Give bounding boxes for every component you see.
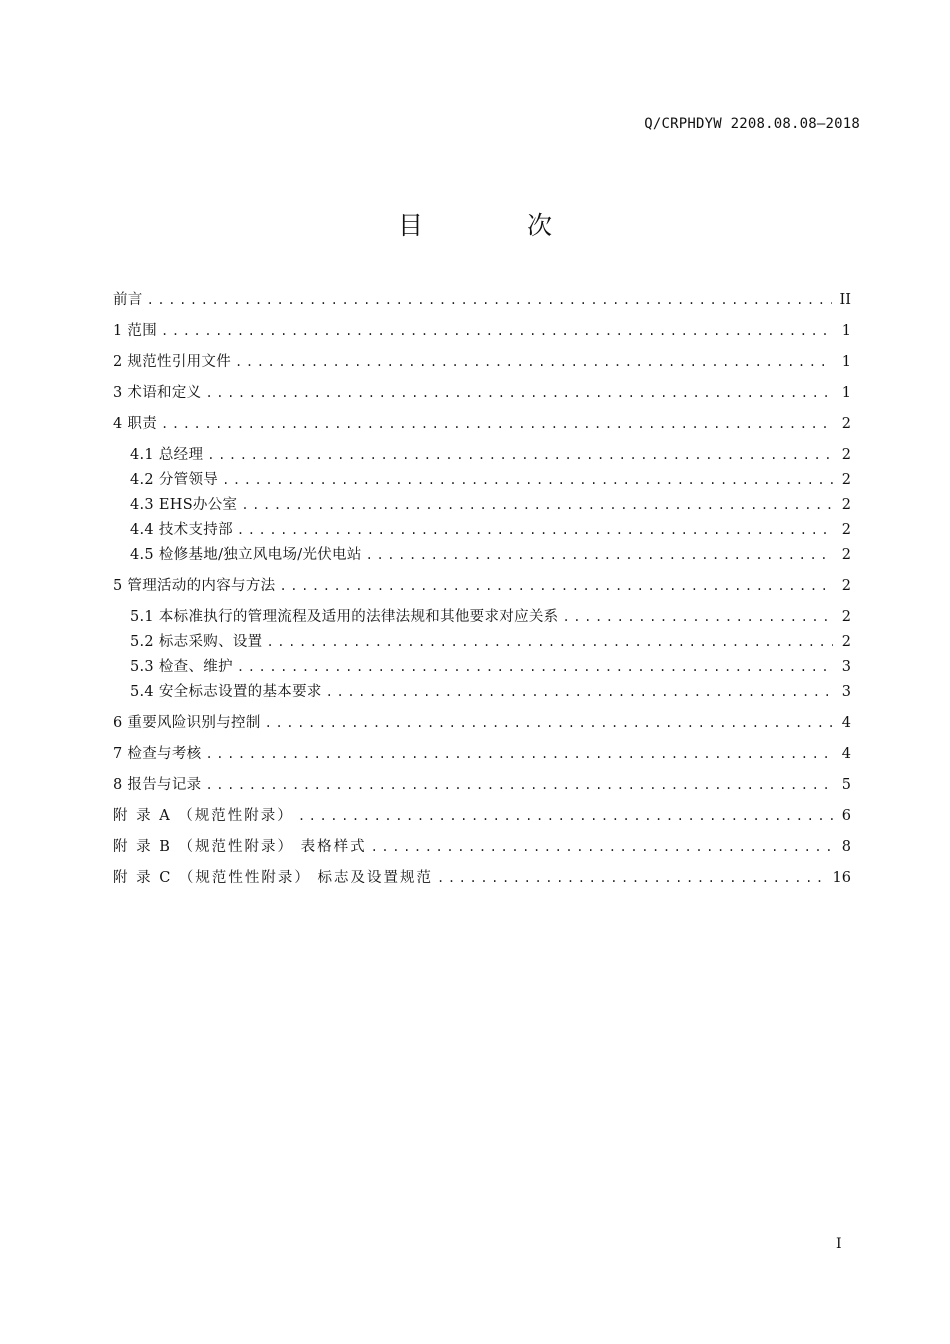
toc-entry-page: 4	[841, 746, 851, 762]
toc-leader-dots	[241, 498, 833, 512]
toc-entry-page: 6	[841, 808, 851, 824]
toc-leader-dots	[235, 355, 833, 369]
document-code: Q/CRPHDYW 2208.08.08—2018	[644, 116, 860, 132]
toc-leader-dots	[366, 548, 833, 562]
toc-entry-label: 5.3 检查、维护	[130, 659, 233, 675]
toc-leader-dots	[147, 293, 832, 307]
toc-leader-dots	[437, 871, 825, 885]
toc-entry-page: 3	[841, 684, 851, 700]
toc-entry-label: 4.2 分管领导	[130, 472, 219, 488]
toc-entry-risk-control[interactable]	[113, 711, 851, 731]
toc-entry-inspection[interactable]	[113, 742, 851, 762]
toc-leader-dots	[205, 778, 833, 792]
toc-entry-4-4[interactable]	[130, 518, 851, 538]
toc-entry-label: 附 录 A （规范性附录）	[113, 808, 294, 824]
toc-leader-dots	[207, 448, 833, 462]
toc-entry-page: 2	[841, 634, 851, 650]
toc-leader-dots	[326, 685, 833, 699]
toc-entry-page: 2	[841, 416, 851, 432]
page-number: I	[836, 1236, 842, 1252]
toc-leader-dots	[237, 660, 833, 674]
toc-entry-label: 附 录 C （规范性性附录） 标志及设置规范	[113, 870, 434, 886]
toc-entry-4-3[interactable]	[130, 493, 851, 513]
toc-entry-label: 5.4 安全标志设置的基本要求	[130, 684, 322, 700]
toc-entry-page: 8	[841, 839, 851, 855]
toc-entry-page: 1	[841, 385, 851, 401]
toc-entry-preface[interactable]	[113, 288, 851, 308]
toc-entry-label: 前言	[113, 292, 143, 308]
toc-entry-appendix-a[interactable]	[113, 804, 851, 824]
toc-entry-label: 4.1 总经理	[130, 447, 204, 463]
toc-entry-4-5[interactable]	[130, 543, 851, 563]
toc-entry-page: 2	[841, 472, 851, 488]
toc-leader-dots	[562, 610, 833, 624]
page-title: 目 次	[398, 211, 600, 240]
toc-leader-dots	[237, 523, 833, 537]
toc-leader-dots	[298, 809, 833, 823]
toc-entry-label: 5.2 标志采购、设置	[130, 634, 263, 650]
toc-entry-label: 6 重要风险识别与控制	[113, 715, 261, 731]
toc-leader-dots	[205, 747, 833, 761]
toc-entry-label: 4.4 技术支持部	[130, 522, 233, 538]
toc-entry-label: 5 管理活动的内容与方法	[113, 578, 276, 594]
toc-entry-label: 3 术语和定义	[113, 385, 202, 401]
toc-entry-page: 2	[841, 578, 851, 594]
toc-entry-page: 2	[841, 497, 851, 513]
toc-entry-reports[interactable]	[113, 773, 851, 793]
toc-entry-page: 1	[841, 354, 851, 370]
toc-entry-terms[interactable]	[113, 381, 851, 401]
toc-entry-label: 附 录 B （规范性附录） 表格样式	[113, 839, 367, 855]
toc-entry-label: 4.3 EHS办公室	[130, 497, 238, 513]
toc-entry-management-activities[interactable]	[113, 574, 851, 594]
toc-entry-5-3[interactable]	[130, 655, 851, 675]
toc-leader-dots	[266, 635, 833, 649]
toc-entry-responsibilities[interactable]	[113, 412, 851, 432]
toc-entry-label: 1 范围	[113, 323, 158, 339]
toc-entry-label: 4 职责	[113, 416, 158, 432]
toc-entry-scope[interactable]	[113, 319, 851, 339]
toc-entry-page: 16	[832, 870, 851, 886]
toc-entry-page: 2	[841, 609, 851, 625]
toc-entry-page: 2	[841, 522, 851, 538]
toc-entry-label: 8 报告与记录	[113, 777, 202, 793]
toc-entry-5-2[interactable]	[130, 630, 851, 650]
toc-entry-4-2[interactable]	[130, 468, 851, 488]
toc-entry-page: 5	[841, 777, 851, 793]
toc-entry-appendix-b[interactable]	[113, 835, 851, 855]
toc-entry-label: 5.1 本标准执行的管理流程及适用的法律法规和其他要求对应关系	[130, 609, 559, 625]
toc-entry-4-1[interactable]	[130, 443, 851, 463]
toc-entry-page: 1	[841, 323, 851, 339]
toc-leader-dots	[265, 716, 833, 730]
toc-leader-dots	[279, 579, 833, 593]
toc-entry-normative-references[interactable]	[113, 350, 851, 370]
toc-entry-label: 2 规范性引用文件	[113, 354, 232, 370]
toc-entry-5-1[interactable]	[130, 605, 851, 625]
toc-entry-label: 7 检查与考核	[113, 746, 202, 762]
toc-entry-page: 3	[841, 659, 851, 675]
toc-entry-appendix-c[interactable]	[113, 866, 851, 886]
toc-leader-dots	[371, 840, 833, 854]
toc-leader-dots	[205, 386, 833, 400]
toc-entry-page: 2	[841, 547, 851, 563]
toc-entry-page: II	[839, 292, 851, 308]
toc-entry-page: 4	[841, 715, 851, 731]
toc-leader-dots	[161, 324, 833, 338]
toc-leader-dots	[222, 473, 833, 487]
toc-leader-dots	[161, 417, 833, 431]
toc-entry-5-4[interactable]	[130, 680, 851, 700]
toc-entry-page: 2	[841, 447, 851, 463]
toc-entry-label: 4.5 检修基地/独立风电场/光伏电站	[130, 547, 362, 563]
